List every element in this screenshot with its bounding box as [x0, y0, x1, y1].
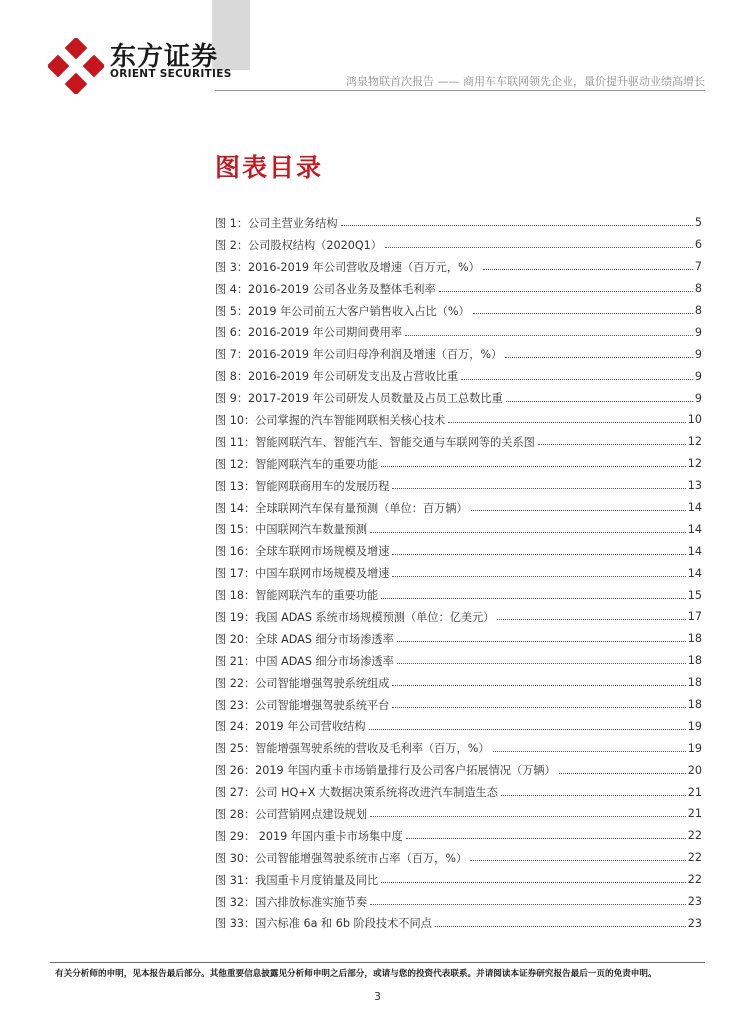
toc-entry-label: 图 1：公司主营业务结构 — [215, 216, 338, 230]
toc-leader-dots — [461, 379, 693, 380]
toc-entry[interactable] — [215, 212, 702, 234]
toc-entry-label: 图 19：我国 ADAS 系统市场规模预测（单位：亿美元） — [215, 610, 495, 624]
toc-leader-dots — [501, 795, 686, 796]
toc-leader-dots — [370, 904, 686, 905]
toc-entry-label: 图 22：公司智能增强驾驶系统组成 — [215, 676, 390, 690]
toc-leader-dots — [392, 554, 685, 555]
toc-entry[interactable] — [215, 650, 702, 672]
toc-entry-page: 19 — [687, 719, 702, 733]
toc-leader-dots — [506, 401, 693, 402]
toc-leader-dots — [369, 729, 686, 730]
toc-entry-label: 图 31：我国重卡月度销量及同比 — [215, 873, 379, 887]
toc-leader-dots — [392, 707, 685, 708]
toc-entry-page: 14 — [687, 566, 702, 580]
toc-entry-page: 14 — [687, 522, 702, 536]
toc-entry-label: 图 13：智能网联商用车的发展历程 — [215, 479, 390, 493]
toc-entry-label: 图 29： 2019 年国内重卡市场集中度 — [215, 829, 403, 843]
toc-leader-dots — [381, 598, 686, 599]
toc-entry-label: 图 32：国六排放标准实施节奏 — [215, 895, 368, 909]
toc-entry-label: 图 8：2016-2019 年公司研发支出及占营收比重 — [215, 370, 459, 384]
toc-entry-label: 图 33：国六标准 6a 和 6b 阶段技术不同点 — [215, 917, 432, 931]
toc-entry-page: 22 — [687, 873, 702, 887]
toc-leader-dots — [471, 510, 686, 511]
toc-entry[interactable] — [215, 606, 702, 628]
toc-entry-page: 23 — [687, 916, 702, 930]
toc-entry-label: 图 18：智能网联汽车的重要功能 — [215, 589, 379, 603]
orient-securities-logo-icon — [48, 38, 104, 94]
toc-entry-label: 图 25：智能增强驾驶系统的营收及毛利率（百万，%） — [215, 742, 490, 756]
toc-entry-page: 12 — [687, 435, 702, 449]
toc-entry-label: 图 7：2016-2019 年公司归母净利润及增速（百万，%） — [215, 348, 503, 362]
toc-entry-page: 8 — [694, 304, 702, 317]
toc-entry-label: 图 23：公司智能增强驾驶系统平台 — [215, 698, 390, 712]
toc-leader-dots — [470, 860, 686, 861]
toc-entry-label: 图 17：中国车联网市场规模及增速 — [215, 567, 390, 581]
toc-entry[interactable] — [215, 715, 702, 737]
toc-leader-dots — [483, 269, 693, 270]
toc-entry-page: 9 — [694, 369, 702, 383]
toc-entry-page: 14 — [687, 544, 702, 558]
toc-entry[interactable] — [215, 453, 702, 475]
toc-leader-dots — [473, 313, 693, 314]
toc-entry-page: 12 — [687, 457, 702, 471]
toc-entry[interactable] — [215, 365, 702, 387]
toc-leader-dots — [439, 291, 693, 292]
toc-entry[interactable] — [215, 891, 702, 913]
toc-leader-dots — [381, 466, 686, 467]
toc-leader-dots — [406, 838, 686, 839]
toc-leader-dots — [497, 619, 685, 620]
toc-entry[interactable] — [215, 278, 702, 300]
footer-rule — [50, 962, 705, 963]
toc-leader-dots — [392, 488, 685, 489]
toc-entry[interactable] — [215, 256, 702, 278]
toc-entry-page: 21 — [687, 807, 702, 821]
toc-entry[interactable] — [215, 847, 702, 869]
toc-leader-dots — [381, 882, 686, 883]
toc-entry[interactable] — [215, 518, 702, 540]
footer-disclaimer: 有关分析师的申明，见本报告最后部分。其他重要信息披露见分析师申明之后部分，或请与您的投资代表联系。并请阅读本证券研究报告最后一页的免责申明。 — [55, 969, 657, 979]
toc-entry-page: 18 — [687, 632, 702, 646]
toc-entry-label: 图 30：公司智能增强驾驶系统市占率（百万，%） — [215, 851, 468, 865]
header-rule — [215, 90, 705, 91]
toc-entry-label: 图 27：公司 HQ+X 大数据决策系统将改进汽车制造生态 — [215, 786, 498, 800]
toc-entry[interactable] — [215, 431, 702, 453]
toc-leader-dots — [392, 685, 685, 686]
toc-leader-dots — [435, 926, 686, 927]
toc-entry[interactable] — [215, 321, 702, 343]
toc-entry-page: 19 — [687, 741, 702, 755]
toc-leader-dots — [505, 357, 693, 358]
toc-entry-page: 6 — [694, 238, 702, 252]
toc-entry-label: 图 9：2017-2019 年公司研发人员数量及占员工总数比重 — [215, 392, 503, 406]
toc-entry-page: 7 — [694, 260, 702, 274]
toc-entry[interactable] — [215, 387, 702, 409]
toc-entry-label: 图 14：全球联网汽车保有量预测（单位：百万辆） — [215, 501, 468, 515]
toc-list — [215, 212, 702, 934]
toc-leader-dots — [493, 751, 686, 752]
toc-leader-dots — [370, 816, 686, 817]
toc-leader-dots — [370, 532, 686, 533]
toc-leader-dots — [405, 335, 693, 336]
toc-entry[interactable] — [215, 825, 702, 847]
toc-entry-label: 图 20：全球 ADAS 细分市场渗透率 — [215, 632, 394, 646]
toc-entry-label: 图 5：2019 年公司前五大客户销售收入占比（%） — [215, 304, 470, 318]
toc-entry-page: 9 — [694, 391, 702, 405]
toc-entry-label: 图 12：智能网联汽车的重要功能 — [215, 457, 379, 471]
toc-entry-label: 图 24：2019 年公司营收结构 — [215, 720, 366, 734]
brand-name-en: ORIENT SECURITIES — [110, 68, 232, 80]
toc-leader-dots — [392, 576, 685, 577]
page-number: 3 — [374, 990, 381, 1003]
toc-entry[interactable] — [215, 869, 702, 891]
toc-entry-page: 18 — [687, 654, 702, 668]
toc-entry[interactable] — [215, 409, 702, 431]
toc-entry-page: 9 — [694, 347, 702, 361]
toc-entry-page: 8 — [694, 282, 702, 296]
toc-entry[interactable] — [215, 781, 702, 803]
toc-entry-page: 21 — [687, 785, 702, 799]
toc-entry-label: 图 11：智能网联汽车、智能汽车、智能交通与车联网等的关系图 — [215, 435, 535, 449]
toc-entry-label: 图 15：中国联网汽车数量预测 — [215, 523, 368, 537]
toc-entry[interactable] — [215, 562, 702, 584]
toc-entry-page: 23 — [687, 895, 702, 909]
toc-entry[interactable] — [215, 737, 702, 759]
toc-entry-label: 图 21：中国 ADAS 细分市场渗透率 — [215, 654, 394, 668]
toc-entry-page: 18 — [687, 698, 702, 712]
toc-entry[interactable] — [215, 540, 702, 562]
toc-entry-page: 5 — [694, 216, 702, 230]
toc-entry-page: 9 — [694, 325, 702, 339]
toc-entry[interactable] — [215, 234, 702, 256]
toc-entry[interactable] — [215, 475, 702, 497]
running-head: 鸿泉物联首次报告 —— 商用车车联网领先企业，量价提升驱动业绩高增长 — [346, 75, 705, 88]
toc-entry-label: 图 28：公司营销网点建设规划 — [215, 807, 368, 821]
toc-entry[interactable] — [215, 803, 702, 825]
toc-entry-page: 14 — [687, 501, 702, 515]
toc-entry[interactable] — [215, 584, 702, 606]
toc-entry[interactable] — [215, 300, 702, 322]
toc-entry-page: 22 — [687, 851, 702, 865]
toc-entry[interactable] — [215, 497, 702, 519]
toc-entry-page: 13 — [687, 479, 702, 493]
brand-name-cn: 东方证券 — [110, 42, 219, 72]
toc-leader-dots — [341, 225, 693, 226]
toc-leader-dots — [559, 773, 686, 774]
toc-entry-page: 10 — [687, 413, 702, 427]
toc-entry-label: 图 4：2016-2019 公司各业务及整体毛利率 — [215, 282, 436, 296]
toc-entry-label: 图 2：公司股权结构（2020Q1） — [215, 238, 382, 252]
toc-entry-page: 18 — [687, 676, 702, 690]
toc-entry[interactable] — [215, 628, 702, 650]
toc-leader-dots — [397, 641, 686, 642]
toc-entry-page: 17 — [687, 610, 702, 624]
toc-entry-label: 图 10：公司掌握的汽车智能网联相关核心技术 — [215, 413, 446, 427]
toc-leader-dots — [538, 444, 686, 445]
toc-leader-dots — [397, 663, 686, 664]
toc-entry-label: 图 6：2016-2019 年公司期间费用率 — [215, 326, 403, 340]
toc-entry-page: 22 — [687, 829, 702, 843]
toc-entry[interactable] — [215, 343, 702, 365]
toc-entry-page: 20 — [687, 763, 702, 777]
toc-leader-dots — [385, 247, 693, 248]
toc-entry[interactable] — [215, 694, 702, 716]
toc-entry-label: 图 3：2016-2019 年公司营收及增速（百万元，%） — [215, 260, 480, 274]
toc-entry-label: 图 26：2019 年国内重卡市场销量排行及公司客户拓展情况（万辆） — [215, 764, 556, 778]
toc-leader-dots — [448, 422, 685, 423]
toc-entry[interactable] — [215, 672, 702, 694]
toc-entry[interactable] — [215, 759, 702, 781]
toc-entry-page: 15 — [687, 588, 702, 602]
toc-title: 图表目录 — [215, 153, 324, 182]
toc-entry[interactable] — [215, 913, 702, 935]
toc-entry-label: 图 16：全球车联网市场规模及增速 — [215, 545, 390, 559]
